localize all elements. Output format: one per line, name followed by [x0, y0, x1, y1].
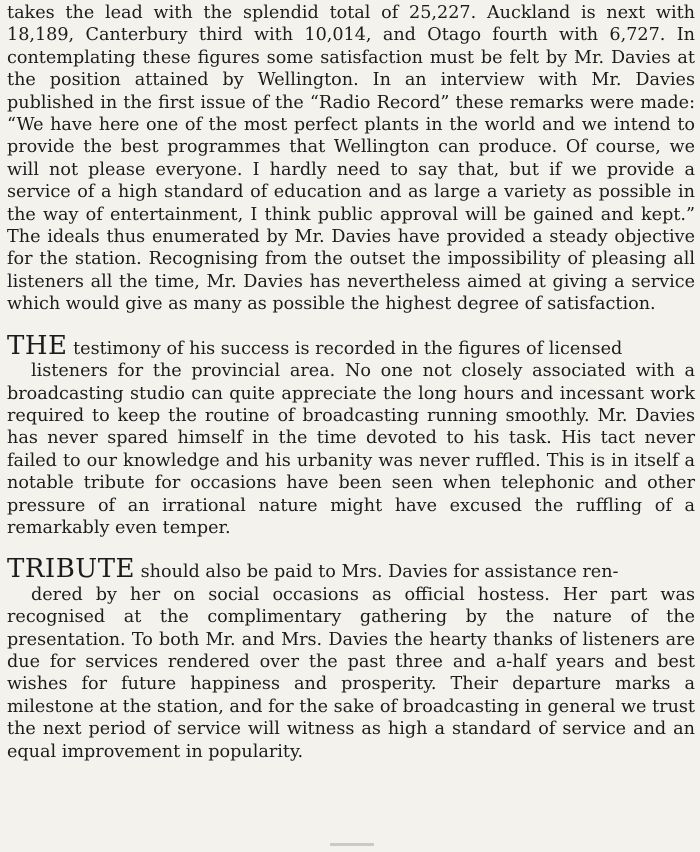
paragraph-3: [7, 554, 695, 763]
paragraph-3-body: dered by her on social occasions as official hostess. Her part was recognised at the complimentary gathering by the nature of the presentation. To both Mr. and Mrs. Davies the hearty thanks of listeners are due for services rendered over the past three and a-half years and best wishes for future happiness and prosperity. Their departure marks a milestone at the station, and for the sake of broadcasting in general we trust the next period of service will witness as high a standard of service and an equal improvement in popularity.: [7, 584, 695, 762]
paragraph-2: [7, 330, 695, 540]
paragraph-1: takes the lead with the splendid total of 25,227. Auckland is next with 18,189, Canterbury third with 10,014, and Otago fourth with 6,727. In contemplating these figures some satisfaction must be felt by Mr. Davies at the position attained by Wellington. In an interview with Mr. Davies published in the first issue of the “Radio Record” these remarks were made: “We have here one of the most perfect plants in the world and we intend to provide the best programmes that Wellington can produce. Of course, we will not please everyone. I hardly need to say that, but if we provide a service of a high standard of education and as large a variety as possible in the way of entertainment, I think public approval will be gained and kept.” The ideals thus enumerated by Mr. Davies have provided a steady objective for the station. Recognising from the outset the impossibility of pleasing all listeners all the time, Mr. Davies has nevertheless aimed at giving a service which would give as many as possible the highest degree of satisfaction.: [7, 3, 695, 315]
print-smudge: [330, 843, 374, 846]
paragraph-2-first-line: testimony of his success is recorded in the figures of licensed: [67, 338, 623, 359]
paragraph-3-initial: TRIBUTE: [7, 554, 136, 585]
paragraph-2-initial: THE: [7, 330, 68, 361]
paragraph-2-body: listeners for the provincial area. No one not closely associated with a broadcasting studio can quite appreciate the long hours and incessant work required to keep the routine of broadcasting running smoothly. Mr. Davies has never spared himself in the time devoted to his task. His tact never failed to our knowledge and his urbanity was never ruffled. This is in itself a notable tribute for occasions have been seen when telephonic and other pressure of an irrational nature might have excused the ruffling of a remarkably even temper.: [7, 361, 695, 538]
paragraph-3-first-line: should also be paid to Mrs. Davies for assistance ren-: [135, 562, 619, 583]
article-body: [7, 2, 695, 763]
